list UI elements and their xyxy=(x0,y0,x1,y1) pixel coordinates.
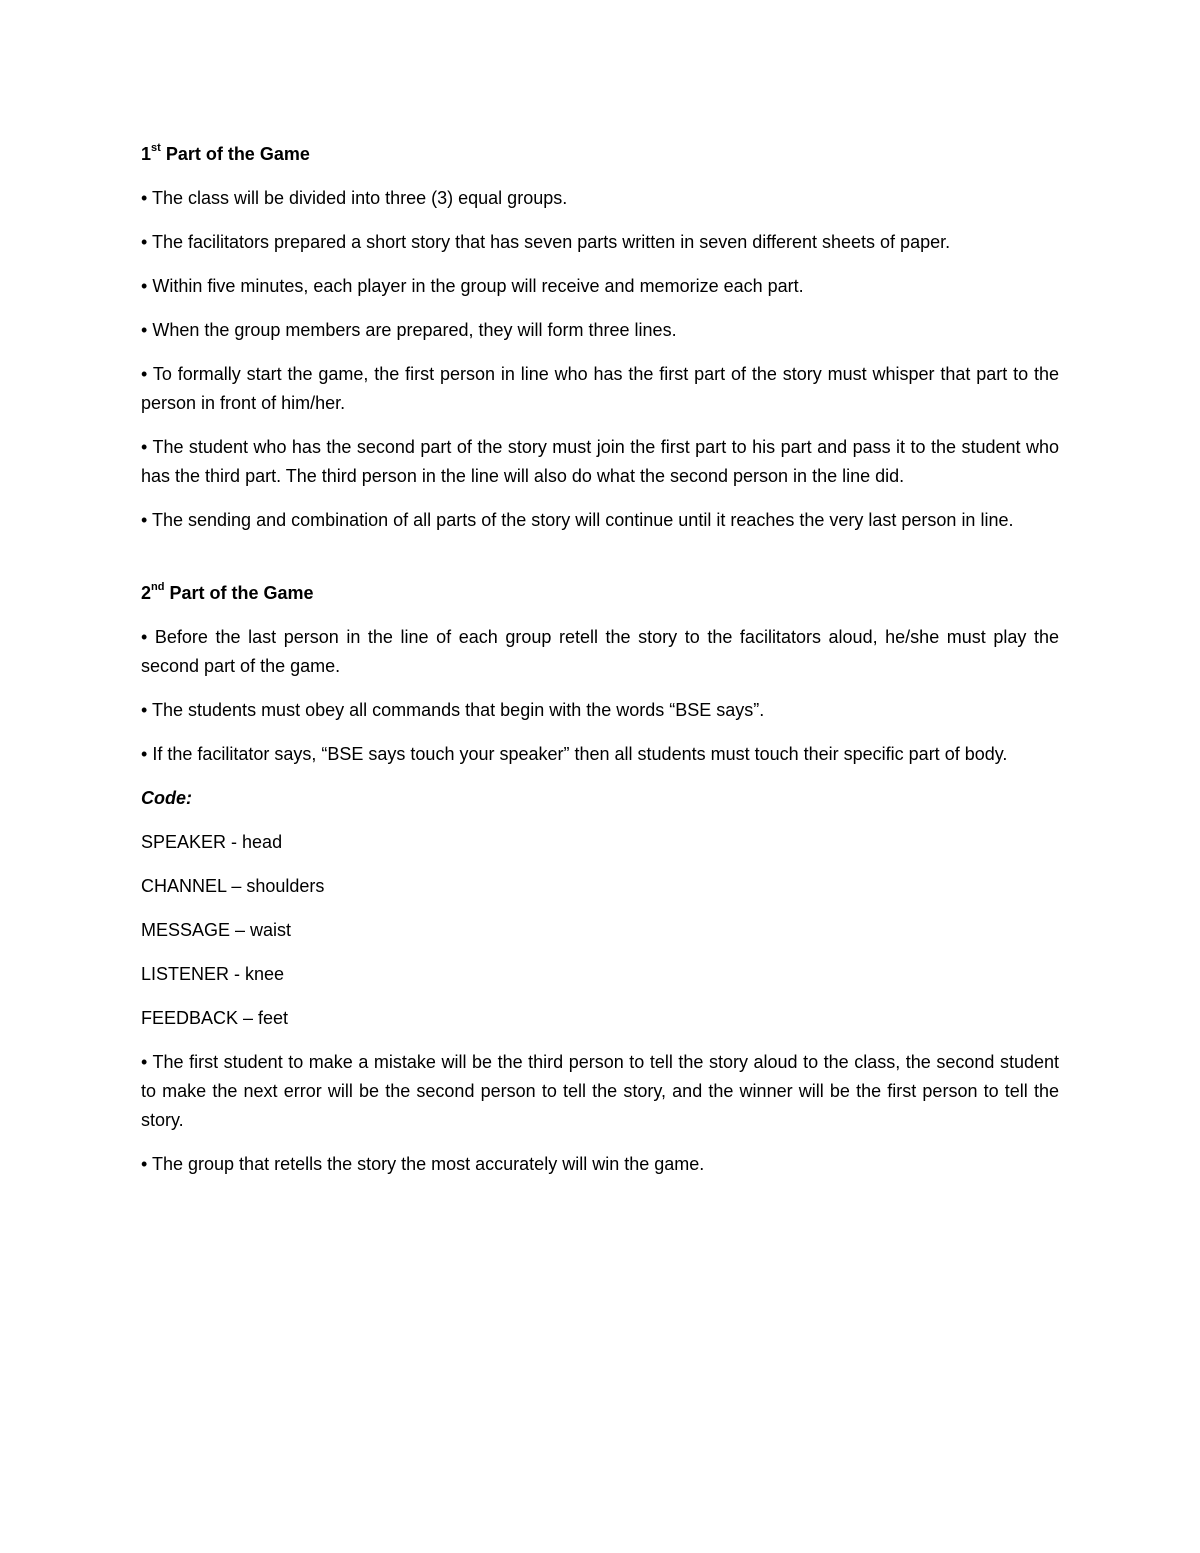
part2-item-2 xyxy=(141,696,1059,725)
part2-item-1-text: Before the last person in the line of each group retell the story to the facilitators aloud, he/she must play the second part of the game. xyxy=(141,627,1059,676)
code-label: Code: xyxy=(141,788,192,808)
part1-heading xyxy=(141,140,1059,169)
code-line-message: MESSAGE – waist xyxy=(141,920,292,940)
bullet-icon: • xyxy=(141,510,148,530)
bullet-icon: • xyxy=(141,437,148,457)
part2-final-item-2-text: The group that retells the story the most accurately will win the game. xyxy=(152,1154,705,1174)
part1-item-7-text: The sending and combination of all parts of the story will continue until it reaches the very last person in line. xyxy=(152,510,1014,530)
part2-heading xyxy=(141,579,1059,608)
bullet-icon: • xyxy=(141,320,148,340)
bullet-icon: • xyxy=(141,188,148,208)
part1-item-2 xyxy=(141,228,1059,257)
part2-item-1 xyxy=(141,623,1059,681)
bullet-icon: • xyxy=(141,700,148,720)
part2-item-3 xyxy=(141,740,1059,769)
part2-ordinal-suffix: nd xyxy=(151,581,165,593)
bullet-icon: • xyxy=(141,744,148,764)
part2-final-item-1-text: The first student to make a mistake will be the third person to tell the story aloud to the class, the second student to make the next error will be the second person to tell the story, and the winner will be the first person to tell the story. xyxy=(141,1052,1059,1130)
part1-item-3 xyxy=(141,272,1059,301)
bullet-icon: • xyxy=(141,1154,148,1174)
part2-ordinal-number: 2 xyxy=(141,583,152,603)
part1-item-5 xyxy=(141,360,1059,418)
part2-item-3-text: If the facilitator says, “BSE says touch your speaker” then all students must touch their specific part of body. xyxy=(152,744,1008,764)
part2-final-item-2 xyxy=(141,1150,1059,1179)
part1-item-6-text: The student who has the second part of the story must join the first part to his part and pass it to the student who has the third part. The third person in the line will also do what the second person in the line did. xyxy=(141,437,1059,486)
part1-item-4-text: When the group members are prepared, they will form three lines. xyxy=(152,320,677,340)
part2-title: Part of the Game xyxy=(169,583,314,603)
code-line-feedback: FEEDBACK – feet xyxy=(141,1008,289,1028)
bullet-icon: • xyxy=(141,1052,148,1072)
bullet-icon: • xyxy=(141,232,148,252)
part1-item-1 xyxy=(141,184,1059,213)
part1-item-5-text: To formally start the game, the first person in line who has the first part of the story must whisper that part to the person in front of him/her. xyxy=(141,364,1059,413)
part1-item-2-text: The facilitators prepared a short story that has seven parts written in seven different sheets of paper. xyxy=(152,232,951,252)
part2-final-item-1 xyxy=(141,1048,1059,1135)
part2-item-2-text: The students must obey all commands that begin with the words “BSE says”. xyxy=(152,700,765,720)
bullet-icon: • xyxy=(141,276,148,296)
document-page xyxy=(141,140,1059,1194)
part1-item-7 xyxy=(141,506,1059,535)
code-line-listener: LISTENER - knee xyxy=(141,964,285,984)
part1-ordinal-suffix: st xyxy=(151,142,161,154)
part1-item-6 xyxy=(141,433,1059,491)
part1-title: Part of the Game xyxy=(165,144,310,164)
bullet-icon: • xyxy=(141,627,148,647)
code-line-channel: CHANNEL – shoulders xyxy=(141,876,325,896)
bullet-icon: • xyxy=(141,364,148,384)
part1-item-4 xyxy=(141,316,1059,345)
part1-item-1-text: The class will be divided into three (3) equal groups. xyxy=(152,188,568,208)
part1-item-3-text: Within five minutes, each player in the group will receive and memorize each part. xyxy=(152,276,804,296)
part1-ordinal-number: 1 xyxy=(141,144,152,164)
code-line-speaker: SPEAKER - head xyxy=(141,832,283,852)
